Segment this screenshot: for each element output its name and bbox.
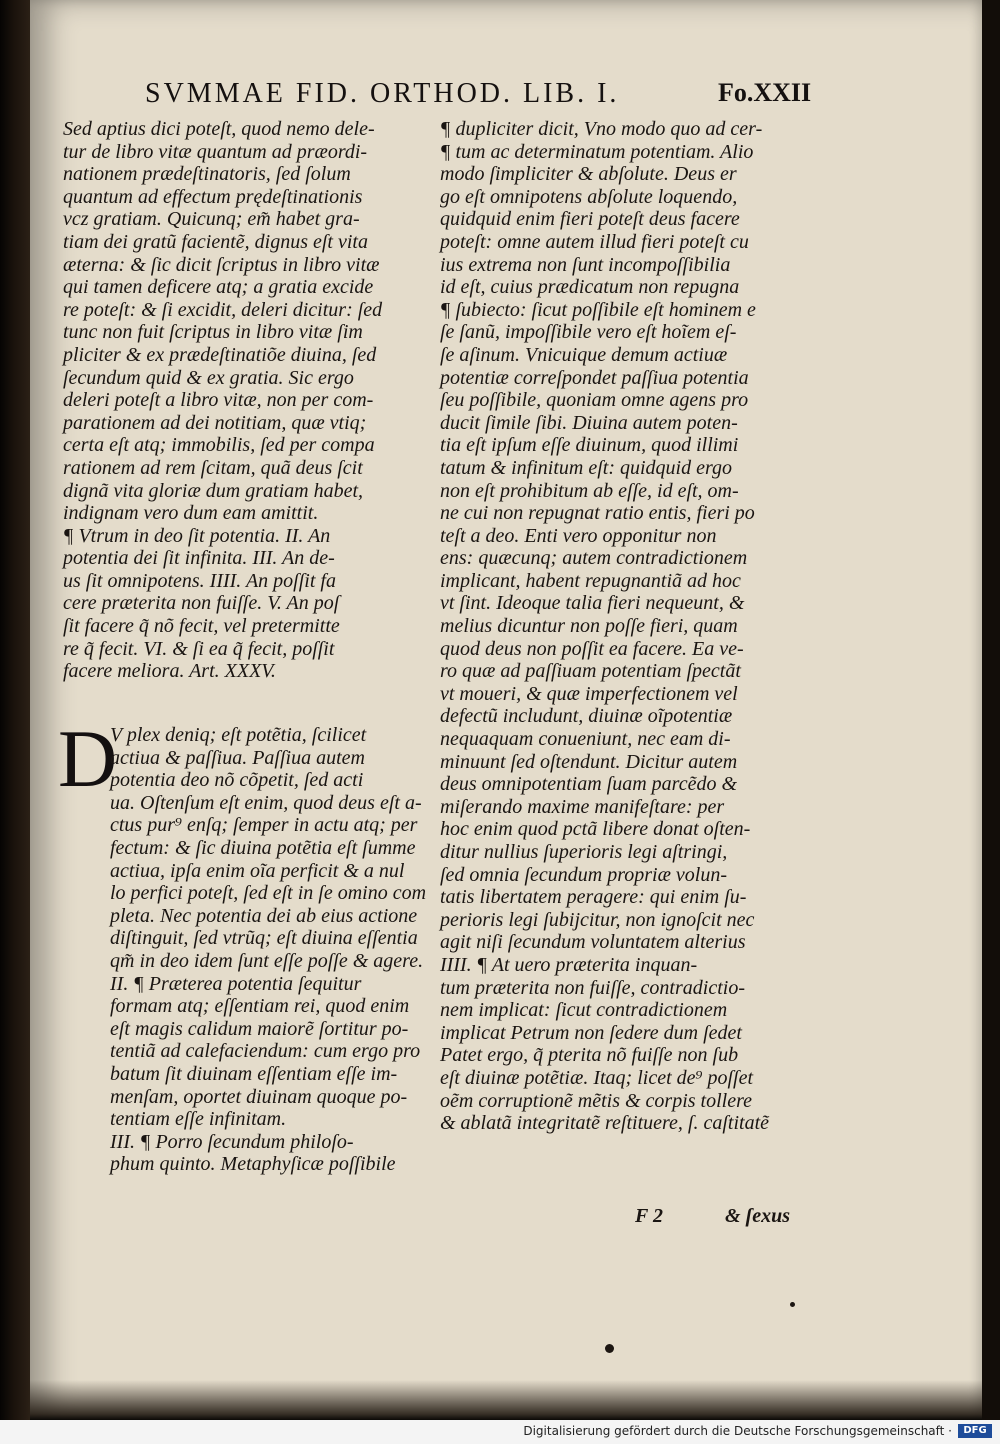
text-line: qui tamen deficere atq; a gratia excide — [63, 276, 374, 299]
text-line: ius extrema non ſunt incompoſſibilia — [440, 253, 731, 276]
running-title: SVMMAE FID. ORTHOD. LIB. I. — [145, 78, 620, 109]
text-line: ſe ſanũ, impoſſibile vero eſt hoĩem eſ- — [440, 321, 737, 344]
text-line: nationem prædeſtinatoris, ſed ſolum — [63, 163, 351, 186]
text-line: cere præterita non fuiſſe. V. An poſ — [63, 592, 340, 615]
text-line: rationem ad rem ſcitam, quã deus ſcit — [63, 456, 363, 479]
text-line: pliciter & ex prædeſtinatiõe diuina, ſed — [63, 343, 377, 366]
funding-credit: Digitalisierung gefördert durch die Deutsche Forschungsgemeinschaft · — [523, 1424, 952, 1438]
text-line: IIII. ¶ At uero præterita inquan- — [440, 953, 698, 976]
text-line: hoc enim quod pctã libere donat oſten- — [440, 818, 751, 841]
left-column — [63, 118, 443, 683]
text-line: poteſt: omne autem illud fieri poteſt cu — [440, 230, 749, 253]
text-line: diſtinguit, ſed vtrũq; eſt diuina eſſentia — [110, 927, 418, 950]
text-line: vt moueri, & quæ imperfectionem vel — [440, 682, 738, 705]
text-line: pleta. Nec potentia dei ab eius actione — [110, 904, 418, 927]
text-line: facere meliora. Art. XXXV. — [63, 660, 276, 683]
text-line: minuunt ſed oſtendunt. Dicitur autem — [440, 750, 738, 773]
ink-spot — [605, 1344, 614, 1353]
text-line: lo perfici poteſt, ſed eſt in ſe omino com — [110, 882, 427, 905]
text-line: vcz gratiam. Quicunq; em̃ habet gra- — [63, 208, 360, 231]
text-line: tur de libro vitæ quantum ad præordi- — [63, 140, 368, 163]
text-line: potentia deo nõ cõpetit, ſed acti — [110, 769, 364, 792]
text-line: ducit ſimile ſibi. Diuina autem poten- — [440, 411, 738, 434]
text-line: id eſt, cuius prædicatum non repugna — [440, 276, 740, 299]
text-line: implicat Petrum non ſedere dum ſedet — [440, 1021, 742, 1044]
text-line: agit niſi ſecundum voluntatem alterius — [440, 931, 746, 954]
text-line: ditur nullius ſuperioris legi aſtringi, — [440, 841, 728, 863]
catchword: & ſexus — [725, 1205, 790, 1227]
text-line: potentia dei ſit infinita. III. An de- — [63, 547, 335, 570]
text-line: III. ¶ Porro ſecundum philoſo- — [110, 1130, 354, 1153]
digitization-footer — [0, 1420, 1000, 1444]
text-line: tiam dei gratũ facientẽ, dignus eſt vita — [63, 230, 368, 253]
text-line: actiua & paſſiua. Paſſiua autem — [110, 746, 365, 769]
text-line: nequaquam conueniunt, nec eam di- — [440, 728, 731, 751]
text-line: defectũ includunt, diuinæ oĩpotentiæ — [440, 705, 733, 728]
page-header — [30, 78, 982, 118]
text-line: quidquid enim fieri poteſt deus facere — [440, 208, 740, 231]
text-line: teſt a deo. Enti vero opponitur non — [440, 524, 717, 547]
text-line: eſt diuinæ potẽtiæ. Itaq; licet de⁹ poſſet — [440, 1066, 754, 1089]
text-line: batum ſit diuinam eſſentiam eſſe im- — [110, 1062, 398, 1085]
folio-number: Fo.XXII — [718, 78, 812, 107]
dfg-logo: DFG — [958, 1424, 992, 1438]
text-line: indignam vero dum eam amittit. — [63, 502, 319, 525]
text-line: V plex deniq; eſt potẽtia, ſcilicet — [110, 724, 367, 746]
text-line: melius dicuntur non poſſe fieri, quam — [440, 615, 738, 638]
book-page — [30, 0, 982, 1420]
text-line: & ablatã integritatẽ reſtituere, ſ. caſtitatẽ — [440, 1112, 770, 1135]
text-line: nem implicat: ſicut contradictionem — [440, 999, 728, 1022]
right-column — [440, 118, 820, 1135]
left-column-continued — [110, 724, 490, 1176]
text-line: re q̃ fecit. VI. & ſi ea q̃ fecit, poſſit — [63, 637, 335, 660]
text-line: tentiam eſſe infinitam. — [110, 1108, 287, 1131]
text-line: ſecundum quid & ex gratia. Sic ergo — [63, 366, 354, 389]
text-line: oẽm corruptionẽ mẽtis & corpis tollere — [440, 1089, 752, 1112]
text-line: tunc non fuit ſcriptus in libro vitæ ſim — [63, 321, 363, 344]
text-line: Sed aptius dici poteſt, quod nemo dele- — [63, 118, 375, 140]
book-spine — [0, 0, 30, 1444]
page-edge — [982, 0, 1000, 1420]
text-line: ens: quæcunq; autem contradictionem — [440, 547, 748, 570]
text-line: ¶ tum ac determinatum potentiam. Alio — [440, 140, 754, 163]
text-line: æterna: & ſic dicit ſcriptus in libro vitæ — [63, 253, 380, 276]
text-line: implicant, habent repugnantiã ad hoc — [440, 569, 741, 592]
text-line: tatum & infinitum eſt: quidquid ergo — [440, 456, 733, 479]
text-line: ¶ ſubiecto: ſicut poſſibile eſt hominem e — [440, 298, 756, 321]
text-line: quod deus non poſſit ea facere. Ea ve- — [440, 637, 744, 660]
text-line: ſit facere q̃ nõ fecit, vel pretermitte — [63, 615, 340, 638]
text-line: ¶ Vtrum in deo ſit potentia. II. An — [63, 524, 331, 547]
text-line: phum quinto. Metaphyſicæ poſſibile — [110, 1153, 396, 1176]
drop-cap-initial: D — [58, 713, 118, 804]
text-line: actiua, ipſa enim oĩa perficit & a nul — [110, 859, 405, 882]
text-line: us ſit omnipotens. IIII. An poſſit fa — [63, 569, 336, 592]
text-line: re poteſt: & ſi excidit, deleri dicitur: ſed — [63, 298, 383, 321]
text-line: vt ſint. Ideoque talia fieri nequeunt, & — [440, 592, 745, 615]
text-line: non eſt prohibitum ab eſſe, id eſt, om- — [440, 479, 739, 502]
text-line: tia eſt ipſum eſſe diuinum, quod illimi — [440, 434, 739, 457]
text-line: fectum: & ſic diuina potẽtia eſt ſumme — [110, 836, 416, 859]
text-line: ctus pur⁹ enſq; ſemper in actu atq; per — [110, 814, 418, 837]
text-line: ſe aſinum. Vnicuique demum actiuæ — [440, 343, 728, 366]
text-line: go eſt omnipotens abſolute loquendo, — [440, 185, 738, 208]
signature-mark: F 2 — [635, 1205, 663, 1227]
text-line: formam atq; eſſentiam rei, quod enim — [110, 995, 410, 1018]
text-line: eſt magis calidum maiorẽ ſortitur po- — [110, 1017, 409, 1040]
text-line: deus omnipotentiam ſuam parcẽdo & — [440, 773, 738, 796]
text-line: tatis libertatem peragere: qui enim ſu- — [440, 886, 747, 909]
ink-spot — [790, 1302, 795, 1307]
text-line: qm̃ in deo idem ſunt eſſe poſſe & agere. — [110, 949, 424, 972]
text-line: ne cui non repugnat ratio entis, fieri po — [440, 502, 755, 525]
text-line: ro quæ ad paſſiuam potentiam ſpectãt — [440, 660, 741, 683]
text-line: Patet ergo, q̃ pterita nõ fuiſſe non ſub — [440, 1044, 739, 1067]
text-line: perioris legi ſubijcitur, non ignoſcit nec — [440, 908, 755, 931]
text-line: miſerando maxime manifeſtare: per — [440, 795, 725, 818]
text-line: deleri poteſt a libro vitæ, non per com- — [63, 389, 374, 412]
text-line: modo ſimpliciter & abſolute. Deus er — [440, 163, 737, 186]
text-line: tentiã ad calefaciendum: cum ergo pro — [110, 1040, 421, 1063]
text-line: potentiæ correſpondet paſſiua potentia — [440, 366, 749, 389]
text-line: II. ¶ Præterea potentia ſequitur — [110, 972, 362, 995]
text-line: parationem ad dei notitiam, quæ vtiq; — [63, 411, 367, 434]
text-line: ua. Oſtenſum eſt enim, quod deus eſt a- — [110, 791, 422, 814]
text-line: tum præterita non fuiſſe, contradictio- — [440, 976, 745, 999]
text-line: dignã vita gloriæ dum gratiam habet, — [63, 479, 363, 502]
text-line: certa eſt atq; immobilis, ſed per compa — [63, 434, 375, 457]
text-line: menſam, oportet diuinam quoque po- — [110, 1085, 408, 1108]
text-line: ¶ dupliciter dicit, Vno modo quo ad cer- — [440, 118, 763, 140]
text-line: ſed omnia ſecundum propriæ volun- — [440, 863, 728, 886]
text-line: quantum ad effectum prędeſtinationis — [63, 185, 363, 208]
text-line: ſeu poſſibile, quoniam omne agens pro — [440, 389, 749, 412]
